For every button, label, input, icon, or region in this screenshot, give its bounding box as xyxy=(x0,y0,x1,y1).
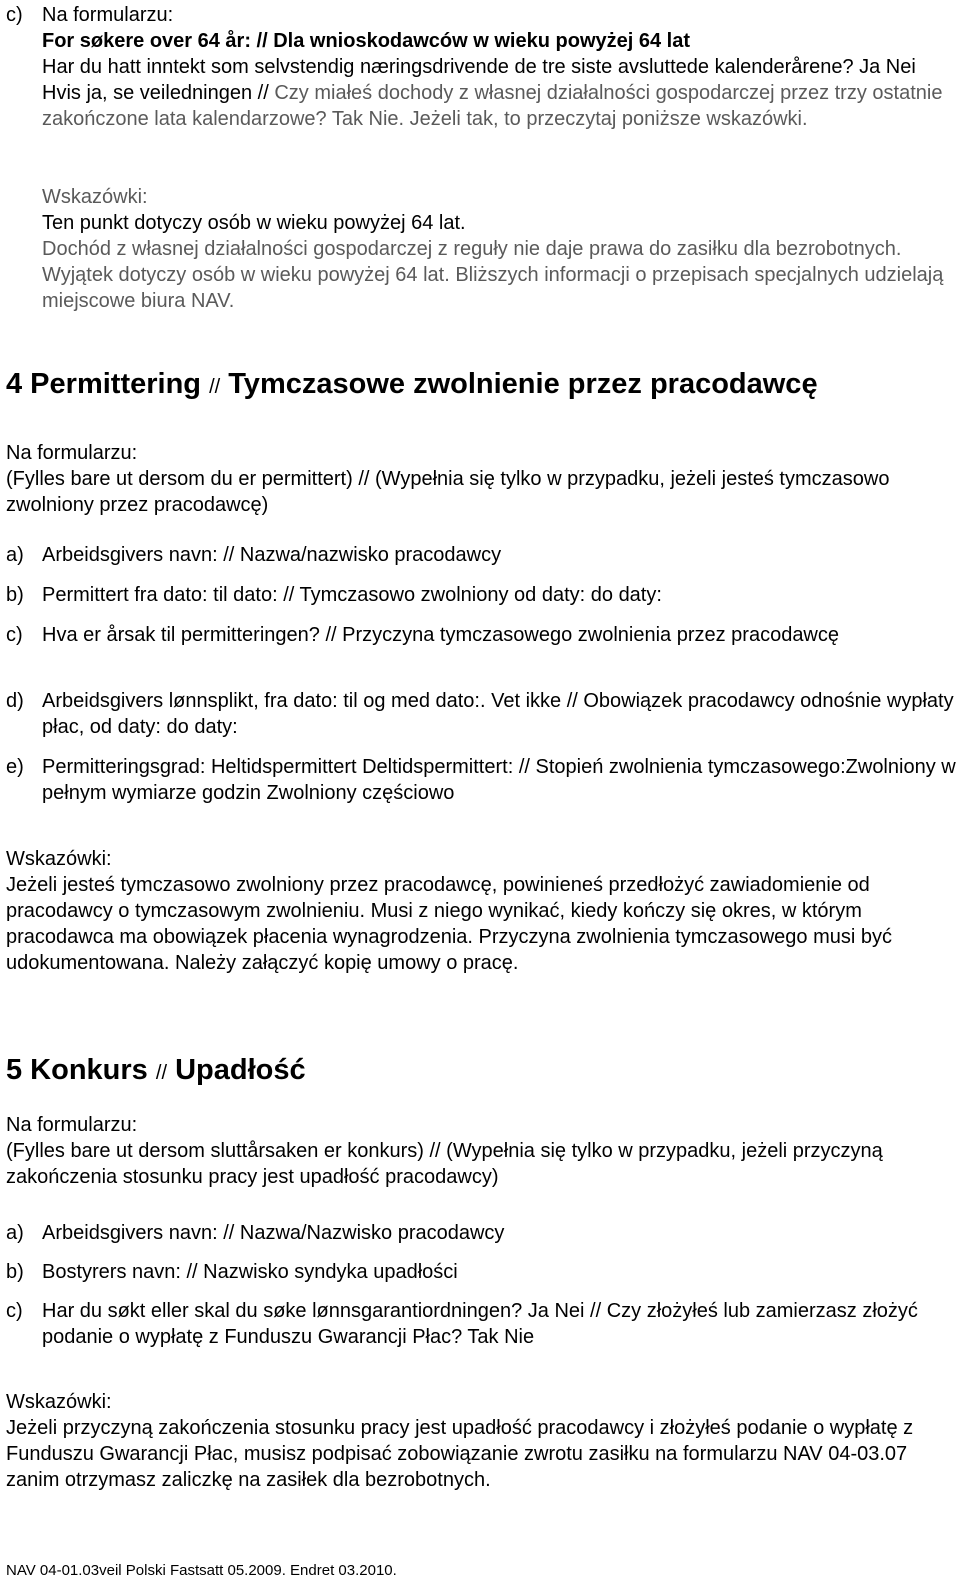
list-item xyxy=(6,542,956,568)
heading-separator: // xyxy=(209,376,221,398)
section-c xyxy=(6,2,956,132)
item-text: Permitteringsgrad: Heltidspermittert Deltidspermittert: // Stopień zwolnienia tymczasowego:Zwolniony w pełnym wymiarze godzin Zwolniony częściowo xyxy=(42,756,956,804)
item-text: Har du søkt eller skal du søke lønnsgarantiordningen? Ja Nei // Czy złożyłeś lub zamierzasz złożyć podanie o wypłatę z Funduszu Gwarancji Płac? Tak Nie xyxy=(42,1300,918,1348)
list-item xyxy=(6,754,956,806)
page-footer: NAV 04-01.03veil Polski Fastsatt 05.2009. Endret 03.2010. xyxy=(6,1562,397,1579)
section-c-question-pl: Czy miałeś dochody z własnej działalności gospodarczej przez trzy ostatnie zakończone lata kalendarzowe? Tak Nie. Jeżeli tak, to przeczytaj poniższe wskazówki. xyxy=(42,82,943,130)
item-marker: b) xyxy=(6,1261,24,1283)
section-c-heading: For søkere over 64 år: // Dla wnioskodawców w wieku powyżej 64 lat xyxy=(42,30,690,52)
section-5-intro: (Fylles bare ut dersom sluttårsaken er konkurs) // (Wypełnia się tylko w przypadku, jeżeli przyczyną zakończenia stosunku pracy jest upadłość pracodawcy) xyxy=(6,1140,883,1188)
item-marker: d) xyxy=(6,690,24,712)
list-item xyxy=(6,622,956,648)
form-label: Na formularzu: xyxy=(6,1114,138,1136)
section-4-intro: (Fylles bare ut dersom du er permittert) // (Wypełnia się tylko w przypadku, jeżeli jesteś tymczasowo zwolniony przez pracodawcę) xyxy=(6,468,890,516)
item-marker: c) xyxy=(6,1300,23,1322)
list-item xyxy=(6,688,956,740)
list-item xyxy=(6,1259,956,1285)
item-marker: e) xyxy=(6,756,24,778)
item-text: Arbeidsgivers navn: // Nazwa/Nazwisko pracodawcy xyxy=(42,1222,505,1244)
section-5-title: Upadłość xyxy=(175,1054,306,1086)
heading-separator: // xyxy=(155,1062,168,1084)
list-item xyxy=(6,582,956,608)
item-text: Bostyrers navn: // Nazwisko syndyka upadłości xyxy=(42,1261,458,1283)
form-label: Na formularzu: xyxy=(6,442,138,464)
hint-text: Jeżeli przyczyną zakończenia stosunku pracy jest upadłość pracodawcy i złożyłeś podanie o wypłatę z Funduszu Gwarancji Płac, musisz podpisać zobowiązanie zwrotu zasiłku na formularzu NAV 04-03.07 zanim otrzymasz zaliczkę na zasiłek dla bezrobotnych. xyxy=(6,1417,914,1491)
item-text: Hva er årsak til permitteringen? // Przyczyna tymczasowego zwolnienia przez pracodawcę xyxy=(42,624,840,646)
section-5-heading xyxy=(6,1052,306,1091)
section-c-question: Har du hatt inntekt som selvstendig næringsdrivende de tre siste avsluttede kalenderårene? Ja Nei Hvis ja, se veiledningen // xyxy=(42,56,916,104)
item-text: Arbeidsgivers navn: // Nazwa/nazwisko pracodawcy xyxy=(42,544,502,566)
item-marker: a) xyxy=(6,544,24,566)
hint-intro: Ten punkt dotyczy osób w wieku powyżej 64 lat. xyxy=(42,212,466,234)
section-c-hint xyxy=(6,184,956,314)
item-text: Permittert fra dato: til dato: // Tymczasowo zwolniony od daty: do daty: xyxy=(42,584,662,606)
section-5-number: 5 Konkurs xyxy=(6,1054,148,1086)
hint-label: Wskazówki: xyxy=(42,186,148,208)
hint-text: Jeżeli jesteś tymczasowo zwolniony przez pracodawcę, powinieneś przedłożyć zawiadomienie od pracodawcy o tymczasowym zwolnieniu. Musi z niego wynikać, kiedy kończy się okres, w którym pracodawca ma obowiązek płacenia wynagrodzenia. Przyczyna zwolnienia tymczasowego musi być udokumentowana. Należy załączyć kopię umowy o pracę. xyxy=(6,874,892,974)
item-marker: c) xyxy=(6,4,23,26)
section-4-heading xyxy=(6,366,818,405)
form-label: Na formularzu: xyxy=(42,4,174,26)
section-4-title: Tymczasowe zwolnienie przez pracodawcę xyxy=(228,368,818,400)
item-marker: a) xyxy=(6,1222,24,1244)
section-4-number: 4 Permittering xyxy=(6,368,201,400)
item-marker: c) xyxy=(6,624,23,646)
hint-label: Wskazówki: xyxy=(6,1391,112,1413)
item-text: Arbeidsgivers lønnsplikt, fra dato: til og med dato:. Vet ikke // Obowiązek pracodawcy odnośnie wypłaty płac, od daty: do daty: xyxy=(42,690,954,738)
hint-text: Dochód z własnej działalności gospodarczej z reguły nie daje prawa do zasiłku dla bezrobotnych. Wyjątek dotyczy osób w wieku powyżej 64 lat. Bliższych informacji o przepisach specjalnych udzielają miejscowe biura NAV. xyxy=(42,238,944,312)
list-item xyxy=(6,1220,956,1246)
hint-label: Wskazówki: xyxy=(6,848,112,870)
item-marker: b) xyxy=(6,584,24,606)
list-item xyxy=(6,1298,956,1350)
